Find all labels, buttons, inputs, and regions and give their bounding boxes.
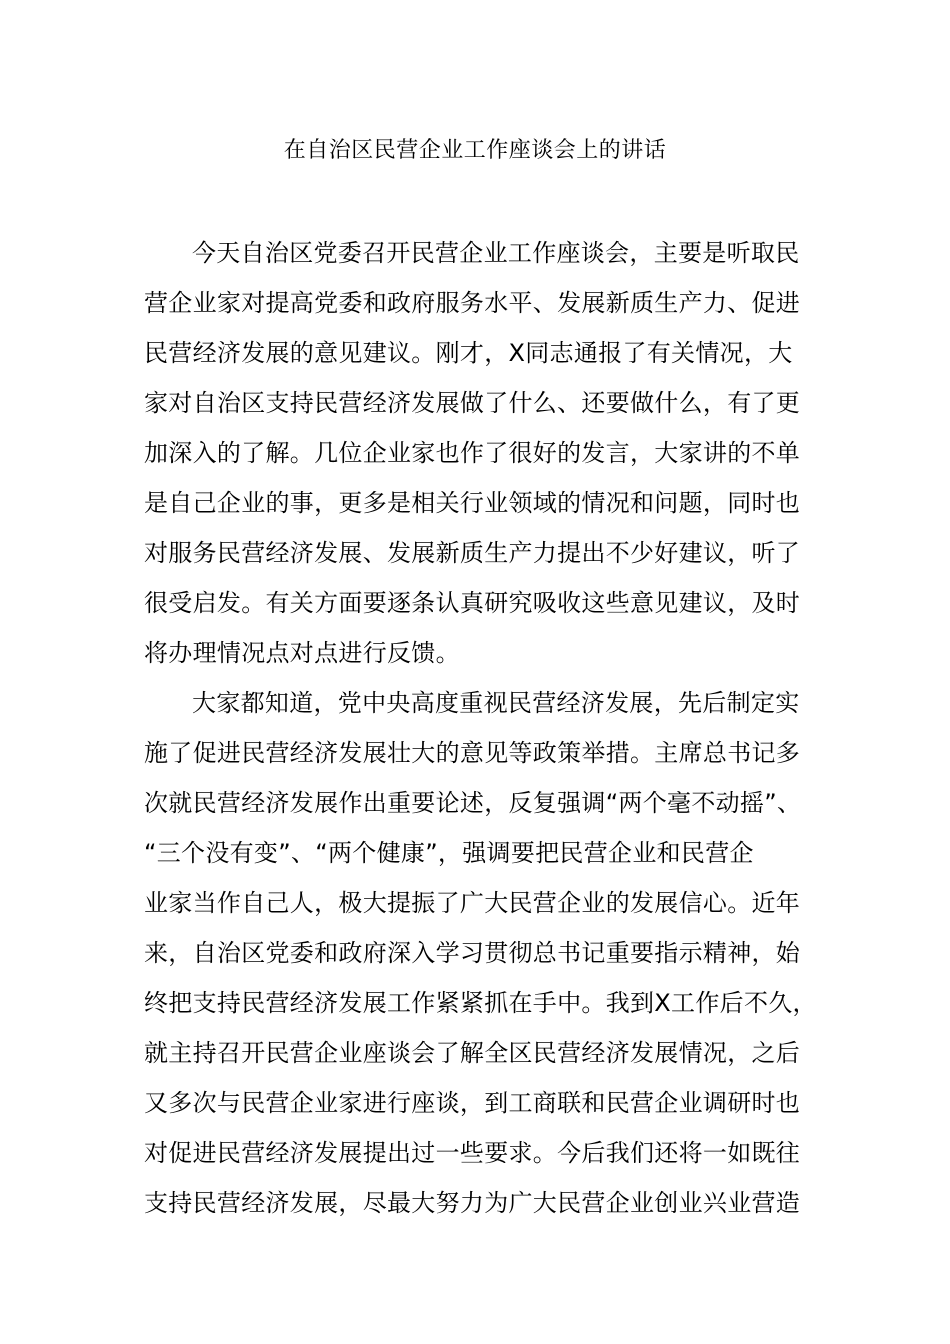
paragraph-1-line-7: 对服务民营经济发展、发展新质生产力提出不少好建议，听了 (144, 539, 801, 567)
paragraph-1-line-9: 将办理情况点对点进行反馈。 (144, 639, 460, 667)
paragraph-2-line-1: 大家都知道，党中央高度重视民营经济发展，先后制定实 (192, 689, 800, 717)
paragraph-2-line-9: 又多次与民营企业家进行座谈，到工商联和民营企业调研时也 (144, 1089, 801, 1117)
paragraph-1-line-4: 家对自治区支持民营经济发展做了什么、还要做什么，有了更 (144, 389, 801, 417)
paragraph-1-line-8: 很受启发。有关方面要逐条认真研究吸收这些意见建议，及时 (144, 589, 801, 617)
document-body (144, 228, 817, 1228)
document-title: 在自治区民营企业工作座谈会上的讲话 (283, 138, 667, 163)
paragraph-2-line-4: “三个没有变”、“两个健康”，强调要把民营企业和民营企 (144, 839, 754, 867)
paragraph-2-line-8: 就主持召开民营企业座谈会了解全区民营经济发展情况，之后 (144, 1039, 801, 1067)
paragraph-2-line-5: 业家当作自己人，极大提振了广大民营企业的发展信心。近年 (144, 889, 801, 917)
paragraph-1-line-5: 加深入的了解。几位企业家也作了很好的发言，大家讲的不单 (144, 439, 801, 467)
paragraph-2-line-10: 对促进民营经济发展提出过一些要求。今后我们还将一如既往 (144, 1139, 801, 1167)
paragraph-2-line-7: 终把支持民营经济发展工作紧紧抓在手中。我到X工作后不久， (144, 989, 817, 1017)
paragraph-2-line-11: 支持民营经济发展，尽最大努力为广大民营企业创业兴业营造 (144, 1189, 801, 1217)
paragraph-2-line-2: 施了促进民营经济发展壮大的意见等政策举措。主席总书记多 (144, 739, 801, 767)
paragraph-1-line-1: 今天自治区党委召开民营企业工作座谈会，主要是听取民 (192, 239, 800, 267)
paragraph-2-line-3: 次就民营经济发展作出重要论述，反复强调“两个毫不动摇”、 (144, 789, 802, 817)
paragraph-1-line-6: 是自己企业的事，更多是相关行业领域的情况和问题，同时也 (144, 489, 801, 517)
paragraph-2-line-6: 来，自治区党委和政府深入学习贯彻总书记重要指示精神，始 (144, 939, 801, 967)
paragraph-1-line-3: 民营经济发展的意见建议。刚才，X同志通报了有关情况，大 (144, 339, 793, 367)
paragraph-1-line-2: 营企业家对提高党委和政府服务水平、发展新质生产力、促进 (144, 289, 801, 317)
